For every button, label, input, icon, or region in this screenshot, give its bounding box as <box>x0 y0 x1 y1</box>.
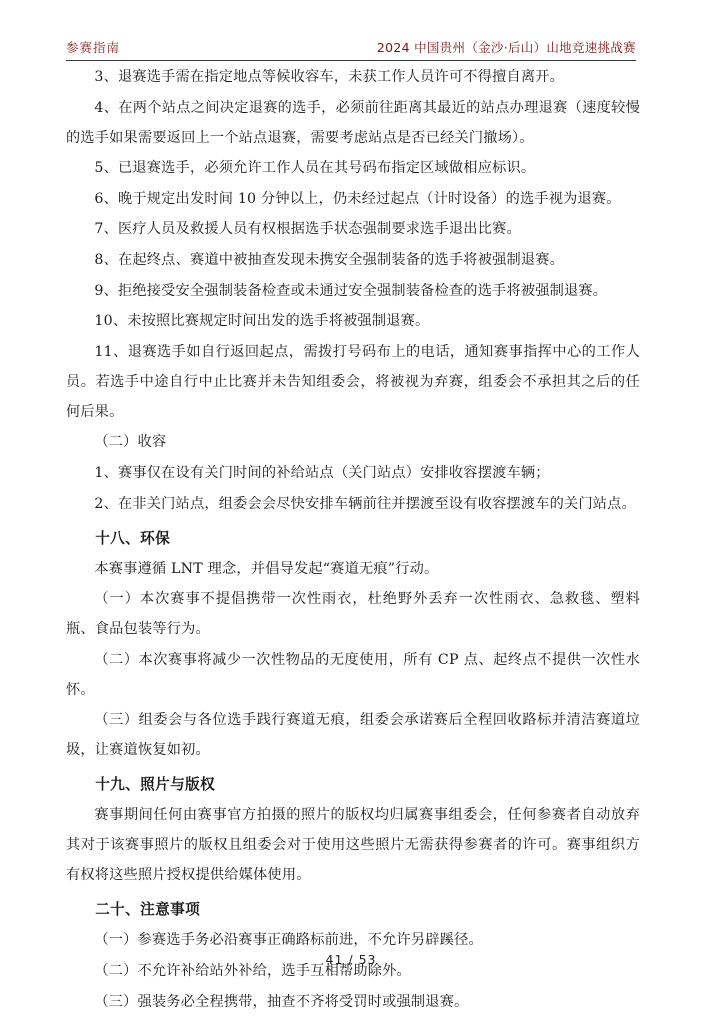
paragraph-item-5: 5、已退赛选手，必须允许工作人员在其号码布指定区域做相应标识。 <box>94 160 536 177</box>
header-right-label: 2024 中国贵州（金沙·后山）山地竞速挑战赛 <box>376 40 636 55</box>
paragraph-18-2: （二）本次赛事将减少一次性物品的无度使用，所有 CP 点、起终点不提供一次性水怀。 <box>66 651 640 698</box>
page-footer <box>0 952 702 967</box>
page-header <box>66 28 636 61</box>
paragraph-item-9: 9、拒绝接受安全强制装备检查或未通过安全强制装备检查的选手将被强制退赛。 <box>94 282 608 299</box>
paragraph-18-intro: 本赛事遵循 LNT 理念，并倡导发起“赛道无痕”行动。 <box>94 560 439 577</box>
paragraph-20-3: （三）强装务必全程携带，抽查不齐将受罚时或强制退赛。 <box>94 993 469 1010</box>
paragraph-18-1: （一）本次赛事不提倡携带一次性雨衣，杜绝野外丢弃一次性雨衣、急救毯、塑料瓶、食品包装等行为。 <box>66 591 640 638</box>
paragraph-subsection-2: （二）收容 <box>94 434 167 451</box>
paragraph-18-3: （三）组委会与各位选手践行赛道无痕，组委会承诺赛后全程回收路标并清洁赛道垃圾，让赛道恢复如初。 <box>66 712 640 759</box>
paragraph-item-7: 7、医疗人员及救援人员有权根据选手状态强制要求选手退出比赛。 <box>94 221 521 238</box>
paragraph-19-1: 赛事期间任何由赛事官方拍摄的照片的版权均归属赛事组委会，任何参赛者自动放弃其对于该赛事照片的版权且组委会对于使用这些照片无需获得参赛者的许可。赛事组织方有权将这些照片授权提供给媒体使用。 <box>66 807 640 884</box>
paragraph-item-3: 3、退赛选手需在指定地点等候收容车，未获工作人员许可不得擅自离开。 <box>94 69 565 85</box>
paragraph-item-10: 10、未按照比赛规定时间出发的选手将被强制退赛。 <box>94 313 430 330</box>
paragraph-20-1: （一）参赛选手务必沿赛事正确路标前进，不允许另辟蹊径。 <box>94 932 483 949</box>
paragraph-item-6: 6、晚于规定出发时间 10 分钟以上，仍未经过起点（计时设备）的选手视为退赛。 <box>94 190 621 207</box>
paragraph-shelter-2: 2、在非关门站点，组委会会尽快安排车辆前往并摆渡至设有收容摆渡车的关门站点。 <box>94 495 636 512</box>
heading-section-20: 二十、注意事项 <box>95 901 201 919</box>
paragraph-item-8: 8、在起终点、赛道中被抽查发现未携安全强制装备的选手将被强制退赛。 <box>94 251 565 268</box>
page-number: 41 / 53 <box>325 952 377 967</box>
heading-section-18: 十八、环保 <box>95 529 171 547</box>
header-left-label: 参赛指南 <box>66 40 121 55</box>
paragraph-shelter-1: 1、赛事仅在设有关门时间的补给站点（关门站点）安排收容摆渡车辆； <box>94 464 550 481</box>
paragraph-item-11: 11、退赛选手如自行返回起点，需拨打号码布上的电话，通知赛事指挥中心的工作人员。若选手中途自行中止比赛并未告知组委会，将被视为弃赛，组委会不承担其之后的任何后果。 <box>66 343 640 420</box>
paragraph-20-2: （二）不允许补给站外补给，选手互相帮助除外。 <box>94 962 411 979</box>
heading-section-19: 十九、照片与版权 <box>95 776 216 794</box>
paragraph-item-4: 4、在两个站点之间决定退赛的选手，必须前往距离其最近的站点办理退赛（速度较慢的选手如果需要返回上一个站点退赛，需要考虑站点是否已经关门撤场）。 <box>66 99 640 146</box>
